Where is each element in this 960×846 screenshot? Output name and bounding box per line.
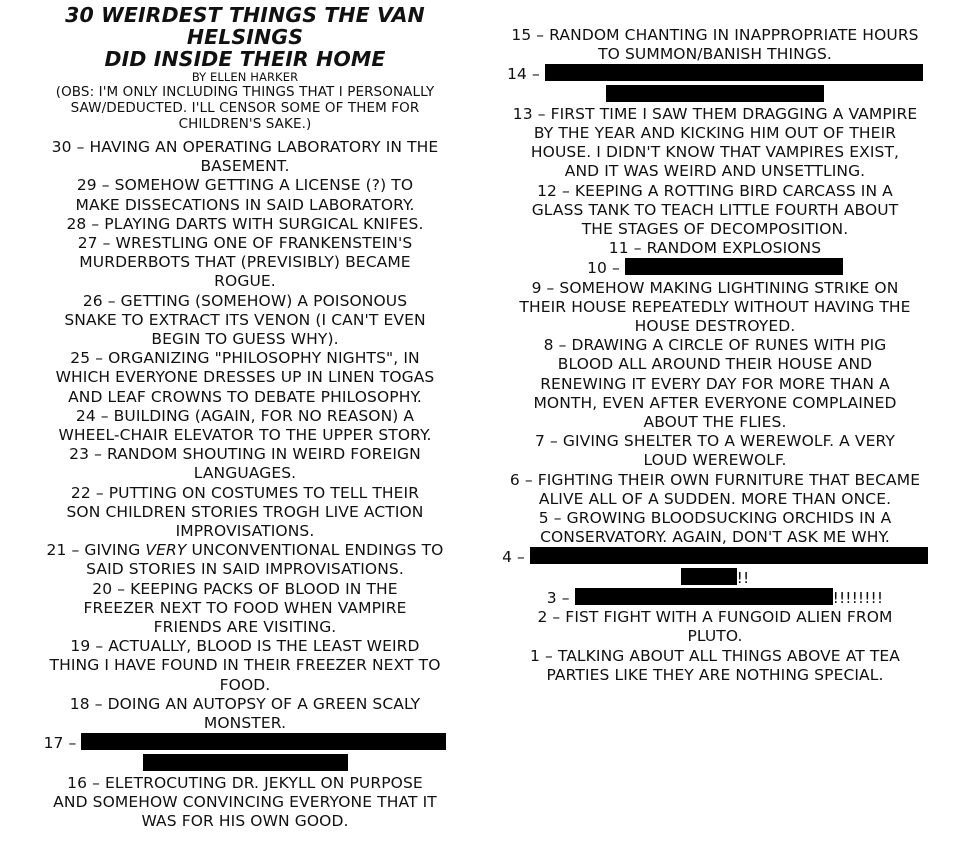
item-line: ABOUT THE FLIES. — [643, 413, 787, 432]
list-item-26 — [16, 292, 474, 350]
note-line-3: CHILDREN'S SAKE.) — [178, 116, 312, 132]
item-number: 3 – — [546, 588, 570, 607]
list-item-15 — [484, 26, 946, 64]
item-line: LANGUAGES. — [193, 464, 297, 483]
redaction-bar — [681, 568, 737, 585]
list-item-8 — [484, 336, 946, 432]
item-number: 4 – — [502, 548, 525, 567]
list-item-18 — [16, 695, 474, 733]
item-line: 7 – GIVING SHELTER TO A WEREWOLF. A VERY — [535, 432, 895, 451]
item-line: 19 – ACTUALLY, BLOOD IS THE LEAST WEIRD — [70, 637, 420, 656]
item-line: 11 – RANDOM EXPLOSIONS — [608, 239, 822, 258]
list-item-1 — [484, 647, 946, 685]
redaction-bar — [81, 733, 446, 750]
item-line: LOUD WEREWOLF. — [643, 451, 787, 470]
item-line: 20 – KEEPING PACKS OF BLOOD IN THE — [92, 579, 398, 598]
list-item-5 — [484, 509, 946, 547]
item-line: MONTH, EVEN AFTER EVERYONE COMPLAINED — [533, 393, 897, 412]
item-line — [16, 754, 474, 774]
list-right — [484, 26, 946, 685]
item-line: FREEZER NEXT TO FOOD WHEN VAMPIRE — [83, 598, 407, 617]
list-item-19 — [16, 637, 474, 695]
list-item-4 — [484, 547, 946, 587]
item-line — [484, 64, 946, 84]
list-item-10 — [484, 258, 946, 278]
author-note — [16, 84, 474, 132]
item-line: 29 – SOMEHOW GETTING A LICENSE (?) TO — [76, 176, 414, 195]
item-line: RENEWING IT EVERY DAY FOR MORE THAN A — [540, 374, 890, 393]
item-line: MAKE DISSECATIONS IN SAID LABORATORY. — [75, 195, 415, 214]
item-line: 8 – DRAWING A CIRCLE OF RUNES WITH PIG — [543, 336, 887, 355]
redaction-bar — [606, 85, 824, 102]
list-item-13 — [484, 105, 946, 182]
item-line: WHEEL-CHAIR ELEVATOR TO THE UPPER STORY. — [58, 426, 432, 445]
item-line: THEIR HOUSE REPEATEDLY WITHOUT HAVING THE — [519, 297, 911, 316]
byline: BY ELLEN HARKER — [191, 70, 299, 84]
list-item-24 — [16, 407, 474, 445]
item-line: 24 – BUILDING (AGAIN, FOR NO REASON) A — [75, 406, 415, 425]
list-item-23 — [16, 445, 474, 483]
item-line: 28 – PLAYING DARTS WITH SURGICAL KNIFES. — [66, 214, 424, 233]
title-line-1: 30 WEIRDEST THINGS THE VAN HELSINGS — [65, 3, 425, 49]
item-line: MONSTER. — [203, 714, 287, 733]
list-item-25 — [16, 349, 474, 407]
list-item-11 — [484, 239, 946, 258]
item-line: SAID STORIES IN SAID IMPROVISATIONS. — [86, 560, 404, 579]
item-number: 10 – — [587, 259, 620, 278]
list-item-12 — [484, 182, 946, 240]
item-line: AND IT WAS WEIRD AND UNSETTLING. — [564, 162, 866, 181]
header — [16, 4, 474, 132]
item-line: BEGIN TO GUESS WHY). — [151, 330, 339, 349]
item-line: PARTIES LIKE THEY ARE NOTHING SPECIAL. — [546, 665, 884, 684]
item-line — [484, 568, 946, 588]
item-line: 23 – RANDOM SHOUTING IN WEIRD FOREIGN — [69, 445, 421, 464]
item-line: 25 – ORGANIZING "PHILOSOPHY NIGHTS", IN — [70, 349, 420, 368]
item-line: TO SUMMON/BANISH THINGS. — [598, 45, 832, 64]
exclamation-text: !! — [736, 568, 750, 587]
item-line: ALIVE ALL OF A SUDDEN. MORE THAN ONCE. — [538, 489, 892, 508]
item-line: THE STAGES OF DECOMPOSITION. — [581, 220, 849, 239]
item-line — [16, 733, 474, 753]
left-column — [16, 0, 474, 831]
item-line: 9 – SOMEHOW MAKING LIGHTINING STRIKE ON — [531, 278, 899, 297]
item-line: BY THE YEAR AND KICKING HIM OUT OF THEIR — [533, 124, 897, 143]
list-item-17 — [16, 733, 474, 773]
item-line: 6 – FIGHTING THEIR OWN FURNITURE THAT BECAME — [509, 470, 921, 489]
item-line: SON CHILDREN STORIES TROGH LIVE ACTION — [66, 502, 424, 521]
item-line: FOOD. — [219, 675, 271, 694]
item-number: 17 – — [43, 734, 77, 753]
item-line: THING I HAVE FOUND IN THEIR FREEZER NEXT TO — [49, 656, 441, 675]
item-line: IMPROVISATIONS. — [175, 522, 315, 541]
item-line: CONSERVATORY. AGAIN, DON'T ASK ME WHY. — [540, 528, 890, 547]
item-line: 12 – KEEPING A ROTTING BIRD CARCASS IN A — [537, 181, 893, 200]
item-line — [484, 588, 946, 608]
list-item-9 — [484, 279, 946, 337]
list-item-7 — [484, 432, 946, 470]
item-line — [484, 85, 946, 105]
list-left — [16, 138, 474, 831]
item-line: BLOOD ALL AROUND THEIR HOUSE AND — [557, 355, 873, 374]
list-item-22 — [16, 484, 474, 542]
item-line: 16 – ELETROCUTING DR. JEKYLL ON PURPOSE — [67, 773, 423, 792]
list-item-6 — [484, 471, 946, 509]
note-line-2: SAW/DEDUCTED. I'LL CENSOR SOME OF THEM FOR — [70, 100, 420, 116]
item-line: 26 – GETTING (SOMEHOW) A POISONOUS — [82, 291, 408, 310]
item-line: 5 – GROWING BLOODSUCKING ORCHIDS IN A — [538, 509, 892, 528]
list-item-20 — [16, 580, 474, 638]
item-text: 21 – GIVING — [46, 541, 146, 560]
item-line: 15 – RANDOM CHANTING IN INAPPROPRIATE HOURS — [511, 26, 919, 44]
list-item-3 — [484, 588, 946, 608]
redaction-bar — [143, 754, 348, 771]
item-line: AND SOMEHOW CONVINCING EVERYONE THAT IT — [53, 792, 437, 811]
item-line: HOUSE DESTROYED. — [634, 317, 796, 336]
redaction-bar — [530, 547, 928, 564]
item-line: MURDERBOTS THAT (PREVISIBLY) BECAME — [79, 253, 411, 272]
exclamation-text: !!!!!!!! — [832, 588, 884, 607]
list-item-28 — [16, 215, 474, 234]
title-line-2: DID INSIDE THEIR HOME — [104, 47, 386, 71]
item-line: ROGUE. — [214, 272, 276, 291]
list-item-16 — [16, 774, 474, 832]
item-line: PLUTO. — [687, 627, 743, 646]
list-item-30 — [16, 138, 474, 176]
list-item-21 — [16, 541, 474, 579]
redaction-bar — [575, 588, 833, 605]
redaction-bar — [625, 258, 843, 275]
item-line: AND LEAF CROWNS TO DEBATE PHILOSOPHY. — [68, 387, 422, 406]
item-line: FRIENDS ARE VISITING. — [153, 618, 337, 637]
item-line: BASEMENT. — [200, 157, 290, 176]
item-line: WHICH EVERYONE DRESSES UP IN LINEN TOGAS — [55, 368, 435, 387]
item-line: 18 – DOING AN AUTOPSY OF A GREEN SCALY — [69, 694, 421, 713]
redaction-bar — [545, 64, 923, 81]
list-item-14 — [484, 64, 946, 104]
list-item-2 — [484, 608, 946, 646]
item-number: 14 – — [507, 65, 540, 84]
item-line: 30 – HAVING AN OPERATING LABORATORY IN THE — [51, 138, 439, 156]
item-text: UNCONVENTIONAL ENDINGS TO — [186, 541, 444, 560]
note-line-1: (OBS: I'M ONLY INCLUDING THINGS THAT I PERSONALLY — [55, 84, 435, 100]
item-line: WAS FOR HIS OWN GOOD. — [141, 812, 349, 831]
item-line: GLASS TANK TO TEACH LITTLE FOURTH ABOUT — [531, 200, 899, 219]
list-item-29 — [16, 176, 474, 214]
page-title — [16, 4, 474, 70]
item-line: 13 – FIRST TIME I SAW THEM DRAGGING A VAMPIRE — [512, 104, 918, 123]
item-line — [16, 541, 474, 560]
list-item-27 — [16, 234, 474, 292]
emphasis-text: VERY — [145, 541, 187, 560]
item-line — [484, 258, 946, 278]
item-line: 1 – TALKING ABOUT ALL THINGS ABOVE AT TEA — [530, 646, 900, 665]
item-line: 2 – FIST FIGHT WITH A FUNGOID ALIEN FROM — [537, 608, 893, 627]
item-line: SNAKE TO EXTRACT ITS VENON (I CAN'T EVEN — [64, 310, 426, 329]
item-line: 27 – WRESTLING ONE OF FRANKENSTEIN'S — [77, 234, 413, 253]
item-line — [484, 547, 946, 567]
item-line: HOUSE. I DIDN'T KNOW THAT VAMPIRES EXIST, — [530, 143, 900, 162]
item-line: 22 – PUTTING ON COSTUMES TO TELL THEIR — [70, 483, 420, 502]
